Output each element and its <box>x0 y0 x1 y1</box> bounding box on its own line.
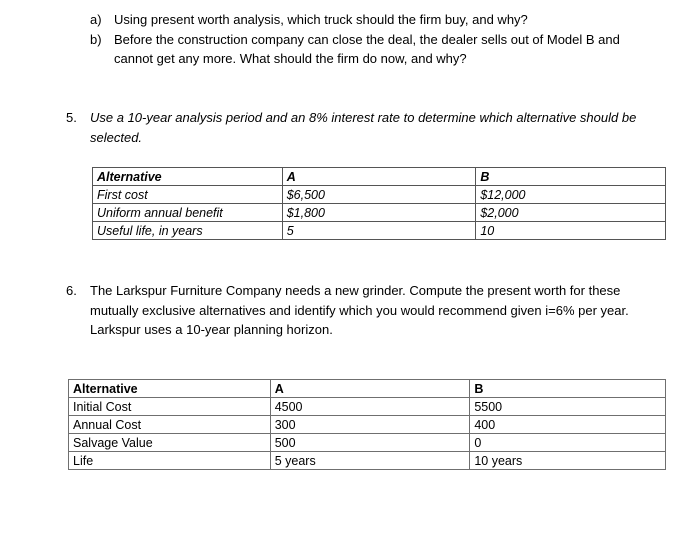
problem5-line2: selected. <box>90 130 143 145</box>
table-cell: $1,800 <box>282 204 476 222</box>
table-cell: Annual Cost <box>69 416 271 434</box>
table-row <box>69 398 666 416</box>
table-cell: Life <box>69 452 271 470</box>
problem6-line2: mutually exclusive alternatives and identify which you would recommend given i=6% per year. <box>90 303 629 318</box>
table-cell: Initial Cost <box>69 398 271 416</box>
problem6-line3: Larkspur uses a 10-year planning horizon. <box>90 322 333 337</box>
table-row <box>93 168 666 186</box>
table-row <box>93 186 666 204</box>
problem6-line1: The Larkspur Furniture Company needs a new grinder. Compute the present worth for these <box>90 283 621 298</box>
question-a-marker: a) <box>90 12 102 27</box>
table-header-cell: Alternative <box>69 380 271 398</box>
table-cell: 10 years <box>470 452 666 470</box>
problem5-number: 5. <box>66 110 77 125</box>
table-cell: 4500 <box>270 398 470 416</box>
table-header-cell: Alternative <box>93 168 283 186</box>
table-header-cell: B <box>476 168 666 186</box>
table-header-cell: A <box>270 380 470 398</box>
question-b-line2: cannot get any more. What should the firm do now, and why? <box>114 51 467 66</box>
table-row <box>69 416 666 434</box>
table-header-cell: A <box>282 168 476 186</box>
table-row <box>93 204 666 222</box>
problem5-table <box>92 167 666 240</box>
problem6-table <box>68 379 666 470</box>
table-cell: $12,000 <box>476 186 666 204</box>
table-cell: 0 <box>470 434 666 452</box>
table-cell: 10 <box>476 222 666 240</box>
table-cell: First cost <box>93 186 283 204</box>
table-row <box>69 434 666 452</box>
table-row <box>69 380 666 398</box>
table-cell: 400 <box>470 416 666 434</box>
problem6-number: 6. <box>66 283 77 298</box>
question-a-text: Using present worth analysis, which truck should the firm buy, and why? <box>114 12 528 27</box>
table-cell: 5 <box>282 222 476 240</box>
table-cell: Uniform annual benefit <box>93 204 283 222</box>
table-cell: 5500 <box>470 398 666 416</box>
table-cell: $6,500 <box>282 186 476 204</box>
table-cell: 5 years <box>270 452 470 470</box>
table-row <box>69 452 666 470</box>
problem5-line1: Use a 10-year analysis period and an 8% interest rate to determine which alternative should be <box>90 110 637 125</box>
table-cell: 500 <box>270 434 470 452</box>
table-cell: Salvage Value <box>69 434 271 452</box>
table-header-cell: B <box>470 380 666 398</box>
table-cell: Useful life, in years <box>93 222 283 240</box>
table-row <box>93 222 666 240</box>
table-cell: 300 <box>270 416 470 434</box>
table-cell: $2,000 <box>476 204 666 222</box>
question-b-marker: b) <box>90 32 102 47</box>
question-b-line1: Before the construction company can close the deal, the dealer sells out of Model B and <box>114 32 620 47</box>
